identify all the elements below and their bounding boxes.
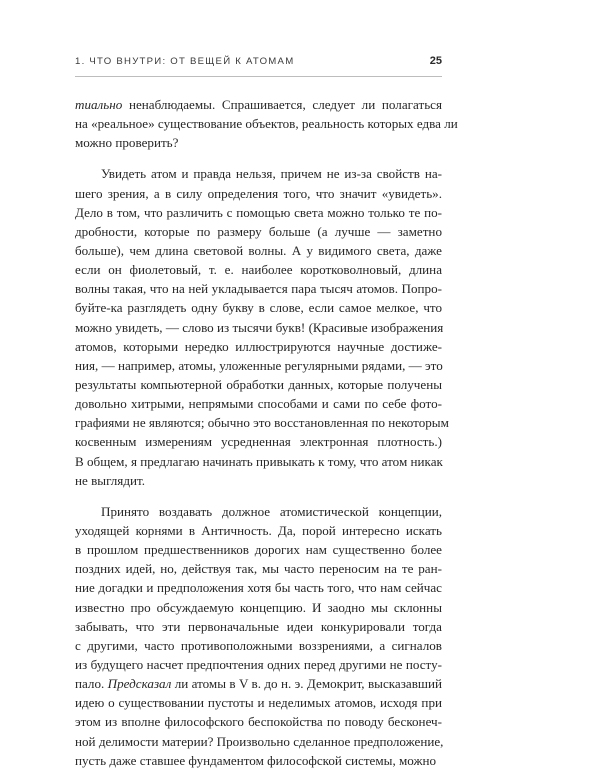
text-line [75,133,442,152]
text-run: шего зрения, а в силу определения того, что значит «увидеть». [75,185,442,201]
text-run: результаты компьютерной обработки данных, которые получены [75,376,442,392]
text-run: можно увидеть, — слово из тысячи букв! (Красивые изображения [75,319,444,335]
text-run: больше), чем длина световой волны. А у видимого света, даже [75,242,442,258]
body-text [75,95,458,782]
text-run: В общем, я предлагаю начинать привыкать к тому, что атом никак [75,453,443,469]
text-line [75,674,442,693]
text-line [75,337,442,356]
text-run: ной делимости материи? Произвольно сделанное предположение, [75,733,444,749]
text-line [75,298,442,317]
paragraph [75,164,449,489]
text-run: с другими, часто противоположными воззрениями, а сигналов [75,637,442,653]
text-run: Дело в том, что различить с помощью света можно только те по- [75,204,442,220]
text-run: косвенным измерениям усредненная электронная плотность.) [75,434,442,450]
text-line [75,540,442,559]
text-line [75,222,442,241]
text-run: пусть даже ставшее фундаментом философской системы, можно [75,752,437,768]
text-run: атомов, которыми нередко иллюстрируются научные достиже- [75,338,442,354]
text-run: пало. [75,676,108,692]
text-run: поздних идей, но, действуя так, мы часто переносим на те ран- [75,561,442,577]
text-line [75,260,442,279]
text-run: Увидеть атом и правда нельзя, причем не из-за свойств на- [101,166,442,182]
text-line [75,241,442,260]
text-run: волны такая, что на ней укладывается пара тысяч атомов. Попро- [75,281,442,297]
text-line [75,356,442,375]
text-line [75,184,442,203]
text-line [75,751,442,770]
text-run: на «реальное» существование объектов, реальность которых едва ли [75,116,458,132]
text-line [75,432,442,451]
text-line [75,95,442,114]
text-run: буйте-ка разглядеть одну букву в слове, если самое мелкое, что [75,300,442,316]
text-line [75,559,442,578]
text-run: забывать, что эти первоначальные идеи конкурировали тогда [75,618,442,634]
paragraph [75,502,442,770]
text-run: известно про обсуждаемую концепцию. И заодно мы склонны [75,599,442,615]
text-line [75,655,442,674]
text-line [75,693,442,712]
text-run: довольно хитрыми, непрямыми способами и сами по себе фото- [75,396,442,412]
text-line [75,203,442,222]
text-line [75,114,458,133]
page-number: 25 [429,55,442,67]
text-run: Принято воздавать должное атомистической концепции, [101,503,442,519]
text-line [75,164,442,183]
paragraph [75,95,458,152]
text-run: уходящей корнями в Античность. Да, порой интересно искать [75,522,442,538]
text-line [75,521,442,540]
text-line [75,375,442,394]
text-run: графиями не являются; обычно это восстановленная по некоторым [75,415,449,431]
text-run: ненаблюдаемы. Спрашивается, следует ли полагаться [122,97,442,112]
chapter-title: 1. ЧТО ВНУТРИ: ОТ ВЕЩЕЙ К АТОМАМ [75,56,295,67]
text-run: дробности, которые по размеру больше (а лучше — заметно [75,223,442,239]
text-run: ли атомы в V в. до н. э. Демокрит, высказавший [171,676,442,692]
text-line [75,394,442,413]
text-run: ние догадки и предположения хотя бы часть того, что нам сейчас [75,580,442,596]
italic-text: Предсказал [107,676,172,692]
text-line [75,452,442,471]
text-run: если он фиолетовый, т. е. наиболее коротковолновый, длина [75,262,442,278]
text-line [75,732,442,751]
text-run: ния, — например, атомы, уложенные регулярными рядами, — это [75,357,443,373]
text-line [75,617,442,636]
text-line [75,413,449,432]
text-line [75,578,442,597]
text-run: из будущего насчет предпочтения одних перед другими не посту- [75,656,442,672]
text-run: в прошлом предшественников дорогих нам существенно более [75,542,442,558]
italic-text: тиально [75,97,123,112]
text-line [75,279,442,298]
text-line [75,636,442,655]
text-run: идею о существовании пустоты и неделимых атомов, исходя при [75,695,442,711]
running-header [75,52,442,77]
text-run: не выглядит. [75,472,146,488]
text-run: можно проверить? [75,135,179,151]
text-run: этом из вполне философского беспокойства по поводу бесконеч- [75,714,442,730]
text-line [75,598,442,617]
text-line [75,502,442,521]
text-line [75,471,442,490]
text-line [75,712,442,731]
text-line [75,318,442,337]
